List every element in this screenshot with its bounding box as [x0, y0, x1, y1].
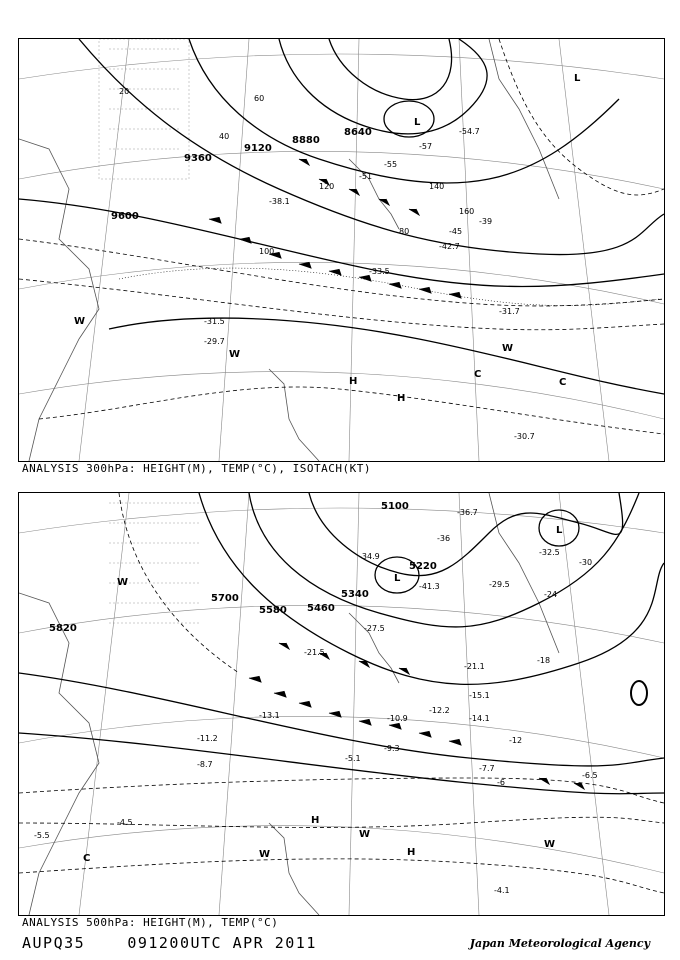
- temp-label: -31.7: [499, 307, 520, 316]
- obs-temp-label: -10.9: [387, 714, 408, 723]
- temp-label: -45: [449, 227, 463, 236]
- obs-temp-label: -12.2: [429, 706, 450, 715]
- map-500hpa: [19, 493, 664, 915]
- height-label: 8880: [292, 135, 320, 146]
- isotherm-label: -36: [437, 534, 451, 543]
- chart-panel-500hpa: [18, 492, 665, 916]
- height-label: 5220: [409, 561, 437, 572]
- obs-temp-label: -11.2: [197, 734, 218, 743]
- high-marker: H: [311, 815, 320, 826]
- obs-temp-label: -5.5: [34, 831, 50, 840]
- obs-temp-label: -6.5: [582, 771, 598, 780]
- obs-temp-label: -15.1: [469, 691, 490, 700]
- map-300hpa: [19, 39, 664, 461]
- height-label: 9120: [244, 143, 272, 154]
- cold-marker: C: [559, 377, 567, 388]
- temp-label: -31.5: [204, 317, 225, 326]
- isotach-label: 100: [259, 247, 275, 256]
- temp-label: -57: [419, 142, 433, 151]
- high-marker: H: [407, 847, 416, 858]
- low-marker: L: [556, 525, 563, 536]
- obs-temp-label: -21.5: [304, 648, 325, 657]
- temp-label: -33.5: [369, 267, 390, 276]
- obs-temp-label: -27.5: [364, 624, 385, 633]
- obs-temp-label: -21.1: [464, 662, 485, 671]
- temp-label: -38.1: [269, 197, 290, 206]
- obs-temp-label: -4.5: [117, 818, 133, 827]
- isotach-label: 60: [254, 94, 265, 103]
- height-contours-500: [19, 493, 664, 794]
- product-id: AUPQ35: [22, 934, 86, 952]
- height-label: 8640: [344, 127, 372, 138]
- obs-temp-label: -13.1: [259, 711, 280, 720]
- isotach-label: 160: [459, 207, 475, 216]
- low-marker: L: [574, 73, 581, 84]
- caption-500hpa: ANALYSIS 500hPa: HEIGHT(M), TEMP(°C): [22, 916, 279, 929]
- obs-temp-label: -7.7: [479, 764, 495, 773]
- obs-temp-label: -41.3: [419, 582, 440, 591]
- isotherms-500: [19, 493, 664, 893]
- height-label: 5820: [49, 623, 77, 634]
- graticule-300: [19, 39, 664, 461]
- terrain-hatch-300: [99, 39, 189, 179]
- height-label: 5700: [211, 593, 239, 604]
- obs-temp-label: -9.3: [384, 744, 400, 753]
- warm-marker: W: [117, 577, 129, 588]
- obs-temp-label: -36.7: [457, 508, 478, 517]
- terrain-hatch-500: [109, 503, 199, 623]
- cold-marker: C: [83, 853, 91, 864]
- obs-temp-label: -32.5: [539, 548, 560, 557]
- temp-label: -42.7: [439, 242, 460, 251]
- wind-barbs-300: [209, 159, 461, 298]
- low-marker: L: [414, 117, 421, 128]
- height-label: 9600: [111, 211, 139, 222]
- valid-time: 091200UTC APR 2011: [127, 934, 317, 952]
- warm-marker: W: [259, 849, 271, 860]
- warm-marker: W: [229, 349, 241, 360]
- isotherms-300: [19, 39, 664, 434]
- isotherm-label: -18: [537, 656, 551, 665]
- height-label: 9360: [184, 153, 212, 164]
- obs-temp-label: -5.1: [345, 754, 361, 763]
- temp-label: -54.7: [459, 127, 480, 136]
- temp-label: -29.7: [204, 337, 225, 346]
- obs-temp-label: -8.7: [197, 760, 213, 769]
- warm-marker: W: [502, 343, 514, 354]
- caption-300hpa: ANALYSIS 300hPa: HEIGHT(M), TEMP(°C), ISOTACH(KT): [22, 462, 372, 475]
- temp-label: -55: [384, 160, 398, 169]
- graticule-500: [19, 493, 664, 915]
- cold-marker: C: [474, 369, 482, 380]
- high-marker: H: [349, 376, 358, 387]
- isotherm-label: -30: [579, 558, 593, 567]
- isotach-label: 40: [219, 132, 230, 141]
- warm-marker: W: [544, 839, 556, 850]
- agency-name: Japan Meteorological Agency: [469, 937, 650, 950]
- warm-marker: W: [359, 829, 371, 840]
- obs-temp-label: -14.1: [469, 714, 490, 723]
- obs-temp-label: -34.9: [359, 552, 380, 561]
- isotach-label: 120: [319, 182, 335, 191]
- isotach-label: 80: [399, 227, 410, 236]
- height-label: 5580: [259, 605, 287, 616]
- high-marker: H: [397, 393, 406, 404]
- temp-label: -30.7: [514, 432, 535, 441]
- isotherm-label: -12: [509, 736, 523, 745]
- low-marker: L: [394, 573, 401, 584]
- wind-barbs-500: [249, 643, 584, 789]
- obs-temp-label: -4.1: [494, 886, 510, 895]
- height-label: 5460: [307, 603, 335, 614]
- isotherm-label: -24: [544, 590, 558, 599]
- isotach-label: 20: [119, 87, 130, 96]
- isotherm-label: -6: [497, 778, 505, 787]
- warm-marker: W: [74, 316, 86, 327]
- temp-label: -51: [359, 172, 373, 181]
- coastline-300: [19, 39, 559, 461]
- chart-panel-300hpa: [18, 38, 665, 462]
- coastline-500: [19, 493, 559, 915]
- height-label: 5340: [341, 589, 369, 600]
- temp-label: -39: [479, 217, 493, 226]
- isotach-label: 140: [429, 182, 445, 191]
- height-label: 5100: [381, 501, 409, 512]
- footer-product-line: [22, 934, 317, 952]
- obs-temp-label: -29.5: [489, 580, 510, 589]
